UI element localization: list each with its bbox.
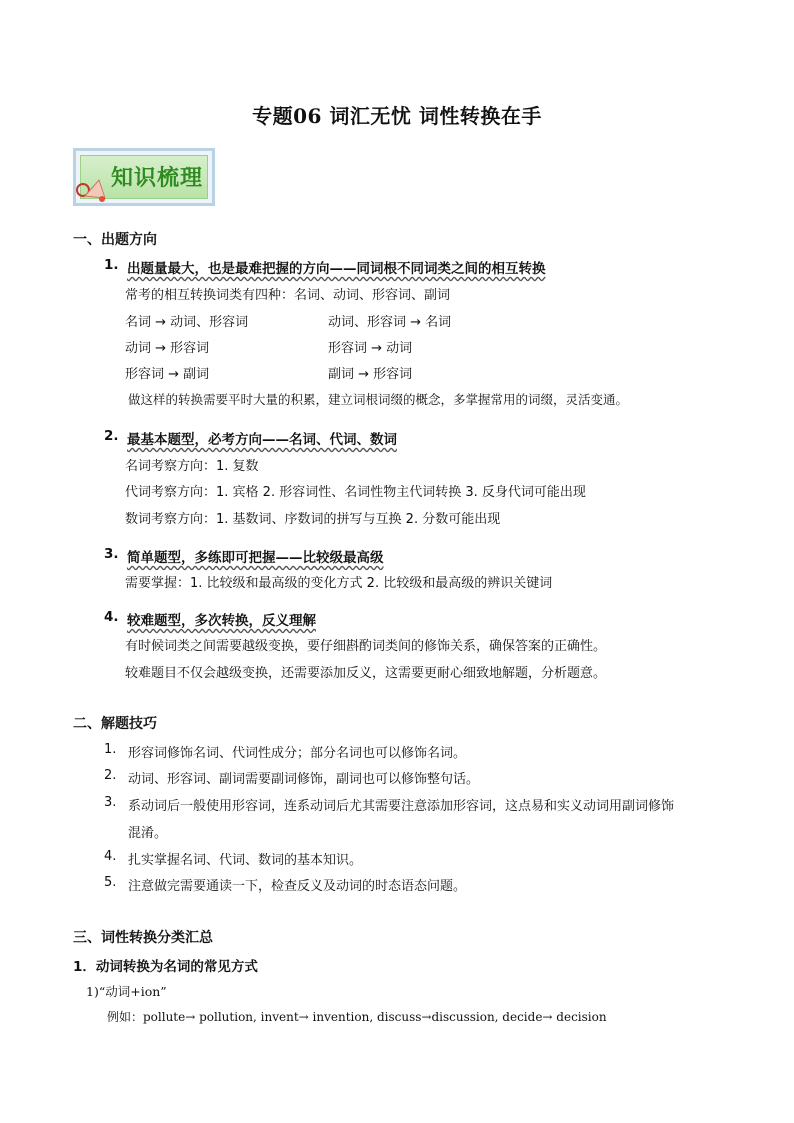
tip-number: 4.	[104, 849, 117, 864]
bell-decoration-icon	[75, 174, 109, 204]
s1-p2-line: 代词考察方向：1. 宾格 2. 形容词性、名词性物主代词转换 3. 反身代词可能出现	[125, 485, 586, 500]
conversion-pair-left: 动词 → 形容词	[125, 341, 210, 356]
s1-p1-intro: 常考的相互转换词类有四种：名词、动词、形容词、副词	[125, 288, 451, 303]
s1-p4-number: 4.	[104, 609, 119, 625]
tip-number: 1.	[104, 742, 117, 757]
conversion-pair-left: 形容词 → 副词	[125, 367, 210, 382]
knowledge-badge	[73, 148, 215, 206]
tip-number: 5.	[104, 875, 117, 890]
conversion-pair-right: 副词 → 形容词	[328, 367, 413, 382]
s1-p1-number: 1.	[104, 257, 119, 273]
conversion-pair-right: 动词、形容词 → 名词	[328, 315, 452, 330]
s1-p1-title: 出题量最大，也是最难把握的方向——同词根不同词类之间的相互转换	[127, 261, 546, 277]
section2-heading: 二、解题技巧	[73, 716, 157, 732]
tip-text: 系动词后一般使用形容词，连系动词后尤其需要注意添加形容词，这点易和实义动词用副词修饰	[128, 799, 675, 814]
section3-subheading: 1．动词转换为名词的常见方式	[73, 959, 258, 975]
tip-text: 形容词修饰名词、代词性成分；部分名词也可以修饰名词。	[128, 746, 467, 761]
s1-p2-line: 数词考察方向：1. 基数词、序数词的拼写与互换 2. 分数可能出现	[125, 512, 501, 527]
s1-p3-number: 3.	[104, 546, 119, 562]
s1-p2-line: 名词考察方向：1. 复数	[125, 459, 259, 474]
tip-text: 注意做完需要通读一下，检查反义及动词的时态语态问题。	[128, 879, 467, 894]
badge-label: 知识梳理	[111, 165, 204, 191]
section1-heading: 一、出题方向	[73, 232, 157, 248]
s1-p4-title: 较难题型，多次转换，反义理解	[127, 613, 316, 629]
s1-p2-title: 最基本题型，必考方向——名词、代词、数词	[127, 432, 397, 448]
rule-label: 1)“动词+ion”	[86, 984, 167, 999]
conversion-pair-left: 名词 → 动词、形容词	[125, 315, 249, 330]
page-title: 专题06 词汇无忧 词性转换在手	[252, 104, 542, 128]
tip-text: 动词、形容词、副词需要副词修饰，副词也可以修饰整句话。	[128, 772, 480, 787]
tip-text: 扎实掌握名词、代词、数词的基本知识。	[128, 853, 363, 868]
tip-number: 2.	[104, 768, 117, 783]
s1-p4-line: 有时候词类之间需要越级变换，要仔细斟酌词类间的修饰关系，确保答案的正确性。	[125, 639, 607, 654]
example-line: 例如：pollute→ pollution, invent→ invention, discuss→discussion, decide→ decision	[107, 1010, 607, 1024]
tip-number: 3.	[104, 795, 117, 810]
s1-p2-number: 2.	[104, 428, 119, 444]
badge-panel	[80, 155, 208, 199]
s1-p3-title: 简单题型，多练即可把握——比较级最高级	[127, 550, 384, 566]
tip-text-continued: 混淆。	[128, 826, 168, 841]
s1-p4-line: 较难题目不仅会越级变换，还需要添加反义，这需要更耐心细致地解题，分析题意。	[125, 666, 607, 681]
s1-p1-note: 做这样的转换需要平时大量的积累，建立词根词缀的概念，多掌握常用的词缀，灵活变通。	[128, 392, 629, 407]
conversion-pair-right: 形容词 → 动词	[328, 341, 413, 356]
s1-p3-line: 需要掌握：1. 比较级和最高级的变化方式 2. 比较级和最高级的辨识关键词	[125, 576, 553, 591]
section3-heading: 三、词性转换分类汇总	[73, 930, 213, 946]
